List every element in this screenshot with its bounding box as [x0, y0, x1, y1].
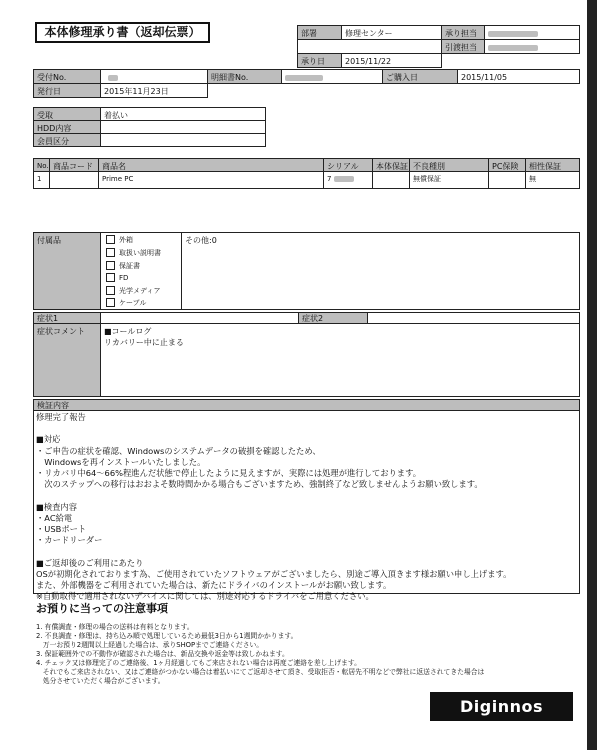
- accessories-label: 付属品: [33, 232, 101, 310]
- col-serial: シリアル: [323, 158, 373, 172]
- comment-line: ■コールログ: [104, 327, 152, 336]
- checkbox-icon: [106, 261, 115, 270]
- row-name: Prime PC: [98, 171, 324, 189]
- notes-body: 1. 有償調査・修理の場合の送料は有料となります。 2. 不良調査・修理は、持ち込み順で処理しているため最低3日から1週間かかります。 万一お預り2週間以上経過した場合は、承りSHOPまでご連絡ください。 3. 保証範囲外での不動作が確認された場合は、新品交換や返金等は致しかねます。 4. チェック又は修理完了のご連絡後、1ヶ月経過してもご来店されない場合は再度ご連絡を差し上げます。 それでもご来店されない、又はご連絡がつかない場合は着払いにてご返却させて頂き、受取拒否・転居先不明などで弊社に返送されてきた場合は 処分させていただく場合がございます。: [36, 623, 485, 685]
- header-blank: [297, 39, 442, 54]
- checkbox-icon: [106, 235, 115, 244]
- row-compat: 無: [525, 171, 580, 189]
- option-manual[interactable]: 取扱い説明書: [106, 247, 161, 259]
- member-label: 会員区分: [33, 133, 101, 147]
- receipt-no-label: 受付No.: [33, 69, 101, 84]
- member-value: [100, 133, 266, 147]
- receipt-label: 受取: [33, 107, 101, 121]
- hdd-value: [100, 120, 266, 134]
- hdd-label: HDD内容: [33, 120, 101, 134]
- row-body-warranty: [372, 171, 410, 189]
- col-no: No.: [33, 158, 50, 172]
- col-compat: 相性保証: [525, 158, 580, 172]
- row-no: 1: [33, 171, 50, 189]
- col-insurance: PC保険: [488, 158, 526, 172]
- inspection-body: 修理完了報告 ■対応 ・ご申告の症状を確認、Windowsのシステムデータの破損を確認したため、 Windowsを再インストールいたしました。 ・リカバリ中64〜66%程進んだ状態で停止したように見えますが、実際には処理が進行しております。 次のステップへの移行はおおよそ数時間かかる場合もございますため、強制終了など致しませんようお願い致します。 ■検査内容 ・AC給電 ・USBポート ・カードリーダー ■ご返却後のご利用にあたり OSが初期化されております為、ご使用されていたソフトウェアがございましたら、別途ご導入頂きます様お願い申し上げます。 また、外部機器をご利用されていた場合は、新たにドライバのインストールがお願い致します。 ※自動取得で適用されないデバイスに関しては、別途対応するドライバをご用意ください。: [36, 412, 512, 602]
- symptom2-label: 症状2: [298, 312, 368, 324]
- symptom-comment-label: 症状コメント: [33, 323, 101, 397]
- statement-no-label: 明細書No.: [207, 69, 282, 84]
- row-defect: 無償保証: [409, 171, 489, 189]
- row-insurance: [488, 171, 526, 189]
- receiver-value: [484, 25, 580, 40]
- option-optical-media[interactable]: 光学メディア: [106, 285, 160, 297]
- brand-logo: Diginnos: [430, 692, 573, 721]
- comment-line: リカバリー中に止まる: [104, 338, 184, 347]
- issue-date: 2015年11月23日: [100, 83, 208, 98]
- receiver-label: 承り担当: [441, 25, 485, 40]
- receipt-value: 着払い: [100, 107, 266, 121]
- issue-date-label: 発行日: [33, 83, 101, 98]
- col-code: 商品コード: [49, 158, 99, 172]
- row-serial: 7: [323, 171, 373, 189]
- col-defect: 不良種別: [409, 158, 489, 172]
- option-outer-box[interactable]: 外箱: [106, 234, 133, 246]
- handover-value: [484, 39, 580, 54]
- checkbox-icon: [106, 248, 115, 257]
- option-cable[interactable]: ケーブル: [106, 297, 146, 309]
- purchase-date-label: ご購入日: [382, 69, 458, 84]
- handover-label: 引渡担当: [441, 39, 485, 54]
- inspection-label: 検証内容: [33, 399, 580, 411]
- row-code: [49, 171, 99, 189]
- symptom1-label: 症状1: [33, 312, 101, 324]
- option-fd[interactable]: FD: [106, 272, 128, 284]
- statement-no: [281, 69, 383, 84]
- accessories-other: [181, 232, 580, 310]
- other-value: 0: [211, 236, 217, 245]
- received-date: 2015/11/22: [341, 53, 442, 68]
- received-date-label: 承り日: [297, 53, 342, 68]
- receipt-no: [100, 69, 208, 84]
- dept-label: 部署: [297, 25, 342, 40]
- scan-edge: [587, 0, 597, 750]
- col-body-warranty: 本体保証: [372, 158, 410, 172]
- checkbox-icon: [106, 286, 115, 295]
- page-title: 本体修理承り書（返却伝票）: [35, 22, 210, 43]
- checkbox-icon: [106, 298, 115, 307]
- symptom-comment: [100, 323, 580, 397]
- other-label: その他:: [185, 236, 212, 245]
- notes-title: お預りに当っての注意事項: [36, 602, 168, 615]
- option-warranty-card[interactable]: 保証書: [106, 260, 140, 272]
- col-name: 商品名: [98, 158, 324, 172]
- checkbox-icon: [106, 273, 115, 282]
- purchase-date: 2015/11/05: [457, 69, 580, 84]
- dept-value: 修理センター: [341, 25, 442, 40]
